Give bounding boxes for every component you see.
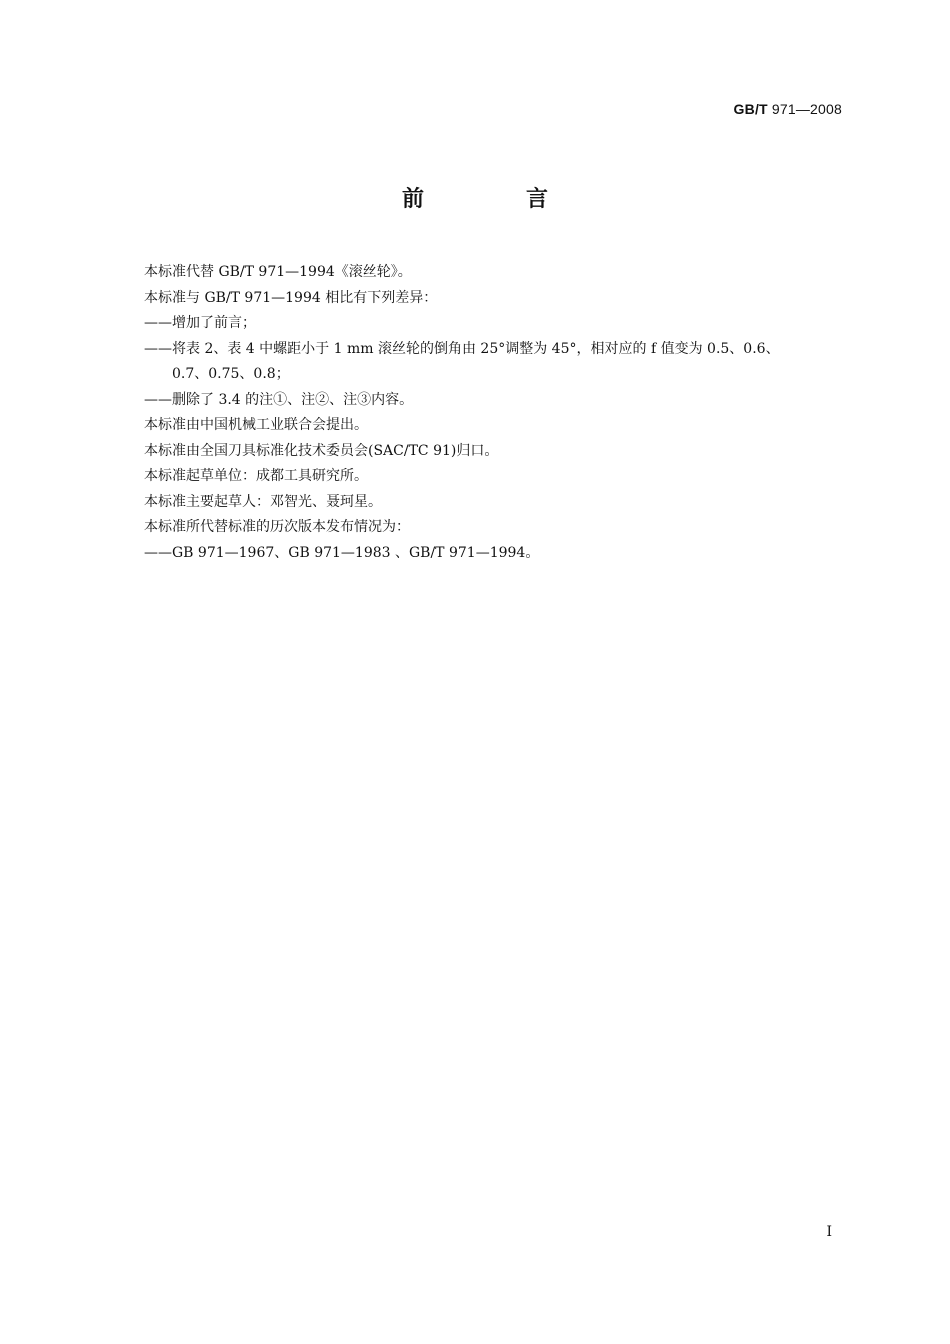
list-item-continuation: 0.7、0.75、0.8； xyxy=(172,366,290,382)
paragraph-history: 本标准所代替标准的历次版本发布情况为： xyxy=(144,519,410,535)
list-item: ——增加了前言； xyxy=(144,315,256,331)
standard-prefix: GB/T xyxy=(733,101,768,117)
paragraph-replaces: 本标准代替 GB/T 971—1994《滚丝轮》。 xyxy=(144,264,412,280)
list-item: ——GB 971—1967、GB 971—1983 、GB/T 971—1994。 xyxy=(144,544,540,561)
paragraph-differences: 本标准与 GB/T 971—1994 相比有下列差异： xyxy=(144,289,438,306)
foreword-body xyxy=(144,260,844,566)
list-item: ——删除了 3.4 的注①、注②、注③内容。 xyxy=(144,391,414,408)
paragraph-proposed: 本标准由中国机械工业联合会提出。 xyxy=(144,417,368,433)
page-title: 前 言 xyxy=(401,186,588,212)
standard-code xyxy=(734,101,842,117)
paragraph-drafters: 本标准主要起草人：邓智光、聂珂星。 xyxy=(144,493,382,510)
standard-number: 971—2008 xyxy=(771,101,842,117)
paragraph-drafting-unit: 本标准起草单位：成都工具研究所。 xyxy=(144,468,368,484)
list-item: ——将表 2、表 4 中螺距小于 1 mm 滚丝轮的倒角由 25°调整为 45°，相对应的 f 值变为 0.5、0.6、 xyxy=(144,340,780,357)
paragraph-centralized: 本标准由全国刀具标准化技术委员会(SAC/TC 91)归口。 xyxy=(144,442,499,459)
page-number: I xyxy=(826,1224,832,1240)
